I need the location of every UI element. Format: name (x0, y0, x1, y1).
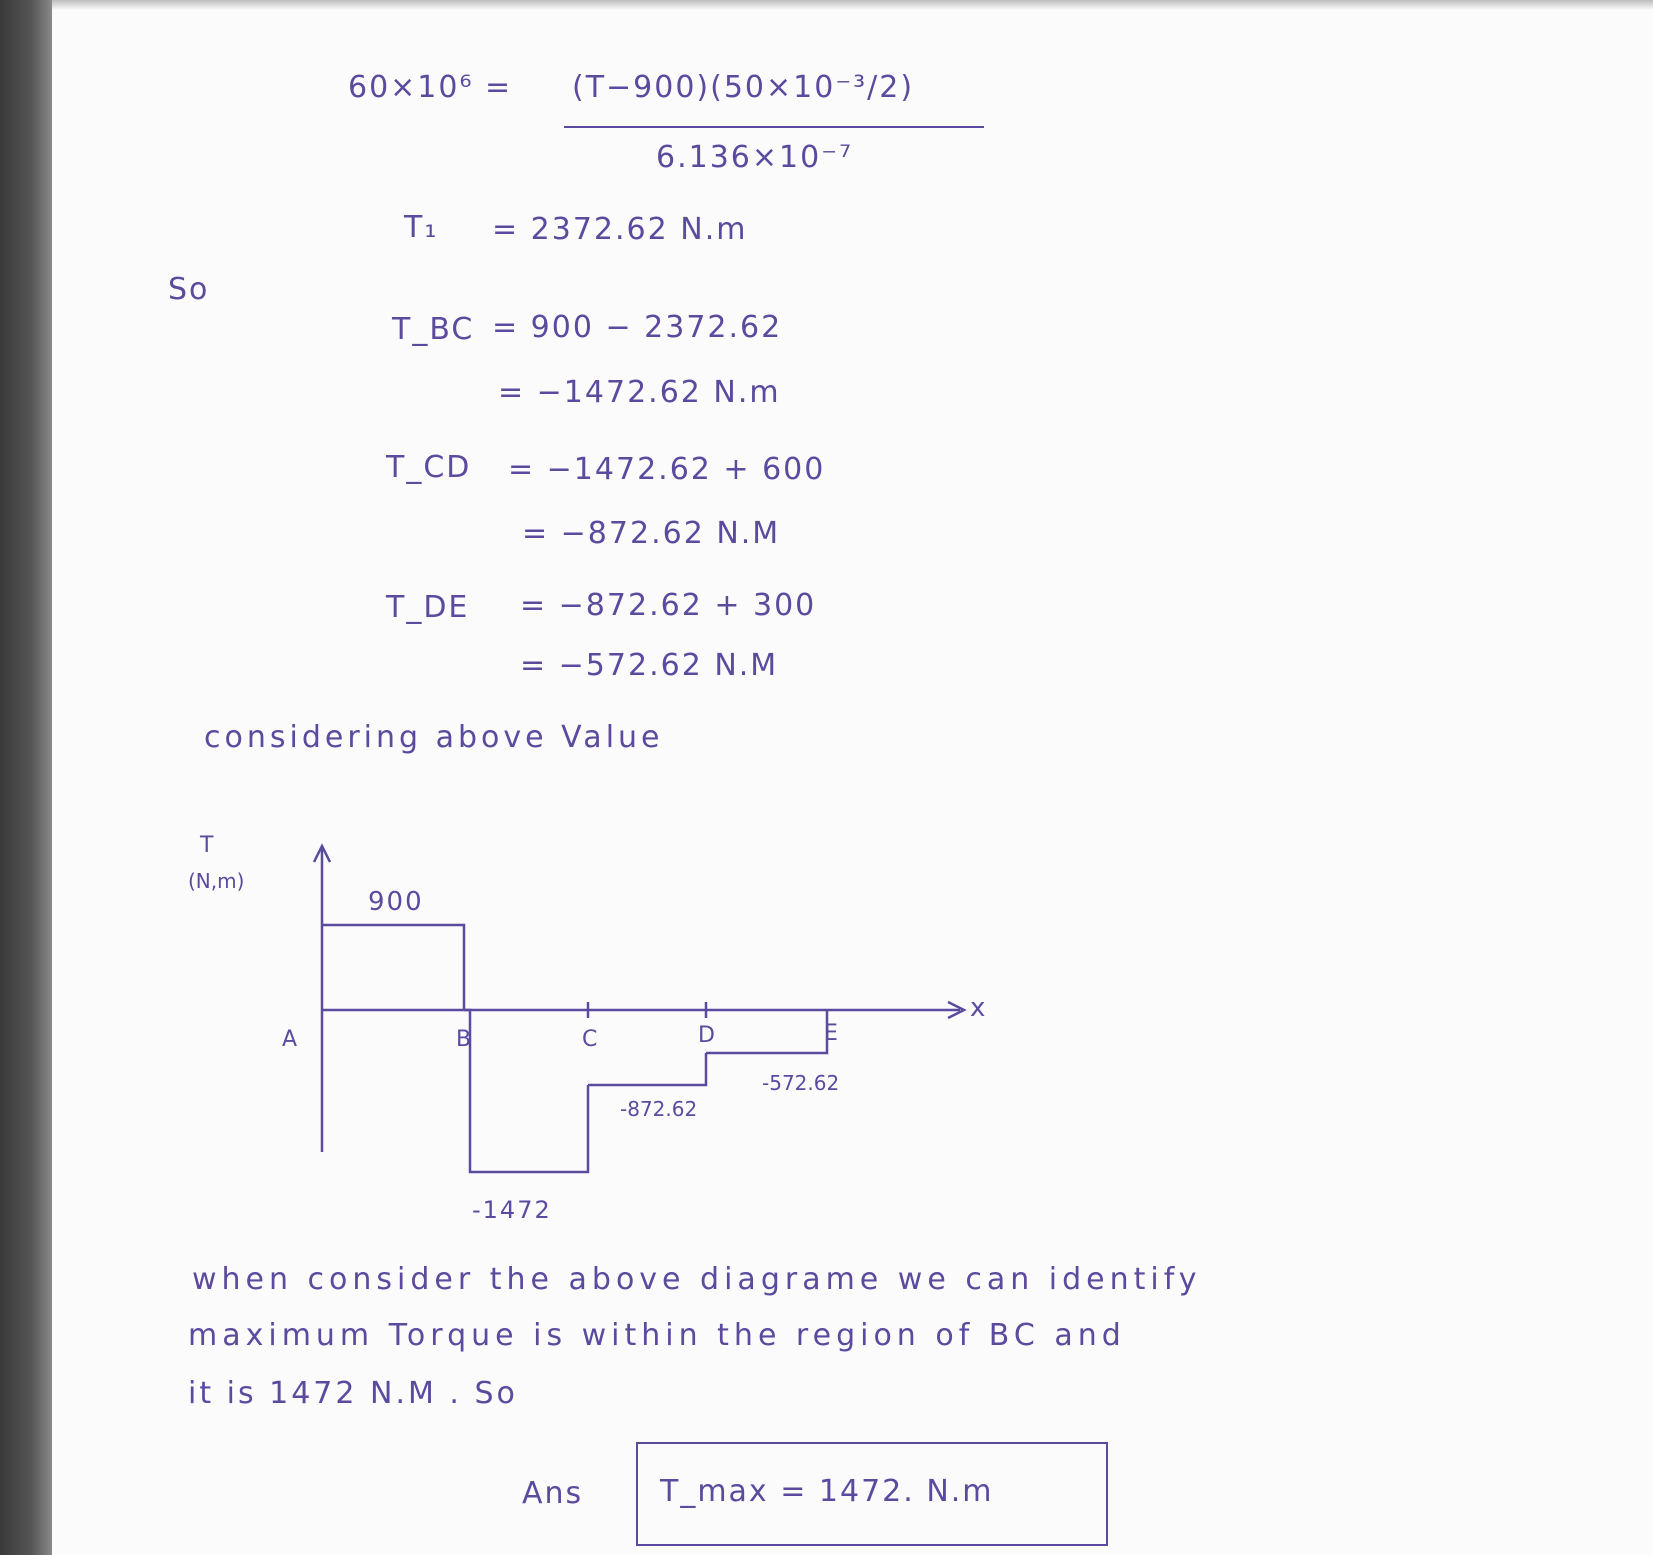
eq1-numerator: (T−900)(50×10⁻³/2) (572, 70, 915, 105)
tde-line1: = −872.62 + 300 (520, 588, 817, 623)
answer-prefix: Ans (522, 1476, 584, 1511)
eq1-lhs: 60×10⁶ = (348, 70, 513, 105)
segment-bc (464, 1010, 588, 1172)
eq1-denominator: 6.136×10⁻⁷ (656, 140, 854, 175)
segment-cd (588, 1053, 706, 1085)
point-b-label: B (456, 1027, 472, 1052)
tde-line2: = −572.62 N.M (520, 648, 779, 683)
conclusion-line-2: maximum Torque is within the region of BC and (188, 1318, 1126, 1353)
tcd-line2: = −872.62 N.M (522, 516, 781, 551)
considering-text: considering above Value (204, 720, 664, 755)
point-e-label: E (824, 1021, 838, 1046)
point-a-label: A (282, 1027, 298, 1052)
tbc-line1: = 900 − 2372.62 (492, 310, 783, 345)
tbc-line2: = −1472.62 N.m (498, 375, 781, 410)
point-c-label: C (582, 1027, 598, 1052)
tcd-label: T_CD (386, 450, 472, 485)
x-axis-label: x (970, 993, 986, 1023)
answer-text: T_max = 1472. N.m (660, 1474, 994, 1509)
point-d-label: D (698, 1023, 715, 1048)
conclusion-line-1: when consider the above diagrame we can identify (192, 1262, 1202, 1297)
value-900-label: 900 (368, 887, 424, 917)
tbc-label: T_BC (392, 312, 475, 347)
t1-value: = 2372.62 N.m (492, 212, 748, 247)
conclusion-line-3: it is 1472 N.M . So (188, 1376, 518, 1411)
value-872-label: -872.62 (620, 1097, 698, 1121)
segment-ab (322, 925, 464, 1010)
tcd-line1: = −1472.62 + 600 (508, 452, 826, 487)
y-axis-label-top: T (200, 833, 214, 858)
handwritten-page (52, 0, 1653, 1555)
y-axis-label-unit: (N,m) (188, 869, 245, 893)
so-label: So (168, 272, 210, 307)
page-edge-shadow (0, 0, 52, 1555)
value-1472-label: -1472 (472, 1196, 552, 1224)
t1-label: T₁ (404, 210, 439, 245)
value-572-label: -572.62 (762, 1071, 840, 1095)
tde-label: T_DE (386, 590, 470, 625)
segment-de (706, 1010, 827, 1053)
